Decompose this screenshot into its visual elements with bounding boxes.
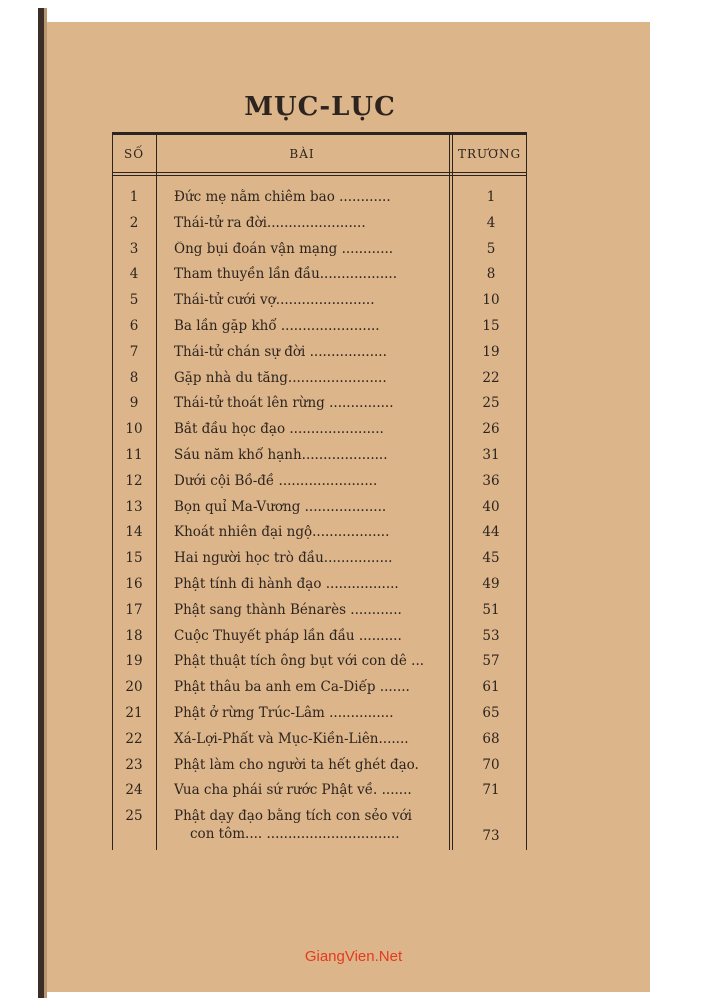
row-title: Bắt đầu học đạo ...................... <box>174 421 384 438</box>
row-page: 5 <box>486 240 496 257</box>
toc-table <box>112 132 527 850</box>
row-number: 10 <box>125 421 143 438</box>
table-row <box>112 370 527 394</box>
header-page: TRƯƠNG <box>457 147 522 161</box>
row-title: Gặp nhà du tăng....................... <box>174 369 387 386</box>
row-title: Thái-tử cưới vợ....................... <box>174 292 375 309</box>
table-row <box>112 292 527 316</box>
table-row <box>112 189 527 213</box>
row-number: 23 <box>125 756 143 773</box>
header-rule-2 <box>112 175 527 176</box>
row-number: 24 <box>125 782 143 799</box>
row-page: 53 <box>482 627 500 644</box>
table-row <box>112 344 527 368</box>
row-title: Tham thuyền lần đầu.................. <box>174 266 398 283</box>
row-title: Thái-tử ra đời....................... <box>174 214 366 231</box>
row-page: 65 <box>482 705 500 721</box>
row-page: 15 <box>482 318 500 334</box>
table-row <box>112 782 527 806</box>
row-title-continued: con tôm.... ............................... <box>190 826 400 843</box>
row-page: 44 <box>482 524 500 541</box>
row-page: 10 <box>482 292 500 309</box>
row-title: Ông bụi đoán vận mạng ............ <box>174 240 394 257</box>
row-number: 21 <box>125 705 143 721</box>
row-number: 3 <box>129 240 139 257</box>
table-row <box>112 421 527 445</box>
row-number: 11 <box>125 447 143 463</box>
row-page: 51 <box>482 601 500 618</box>
row-title: Phật thuật tích ông bụt với con dê ... <box>174 653 425 670</box>
table-row <box>112 602 527 626</box>
row-title: Dưới cội Bồ-đề ....................... <box>174 472 378 489</box>
row-title: Hai người học trò đầu................ <box>174 550 393 567</box>
row-page: 4 <box>486 214 496 231</box>
table-row <box>112 550 527 574</box>
row-page: 1 <box>486 189 496 205</box>
table-row <box>112 705 527 729</box>
row-page: 22 <box>482 369 500 386</box>
book-spine-edge <box>44 8 47 998</box>
row-page: 49 <box>482 576 500 592</box>
row-title: Vua cha phái sứ rước Phật về. ....... <box>174 782 412 799</box>
table-row <box>112 395 527 419</box>
header-rule <box>112 172 527 173</box>
row-title: Phật thâu ba anh em Ca-Diếp ....... <box>174 679 410 696</box>
table-row <box>112 576 527 600</box>
row-number: 25 <box>125 808 143 825</box>
row-title: Ba lần gặp khổ ....................... <box>174 318 380 334</box>
page-title: MỤC-LỤC <box>244 92 396 122</box>
row-title: Xá-Lợi-Phất và Mục-Kiền-Liên....... <box>174 730 409 747</box>
table-row <box>112 628 527 652</box>
row-number: 15 <box>125 550 143 567</box>
row-number: 5 <box>129 292 139 309</box>
row-page: 70 <box>482 756 500 773</box>
row-page: 71 <box>482 782 500 799</box>
row-number: 8 <box>129 369 139 386</box>
table-row <box>112 757 527 781</box>
table-row <box>112 499 527 523</box>
table-row <box>112 524 527 548</box>
table-row <box>112 473 527 497</box>
row-number: 17 <box>125 601 143 618</box>
row-page: 61 <box>482 679 500 696</box>
header-number: SỐ <box>123 147 145 161</box>
row-number: 16 <box>125 576 143 592</box>
row-page: 68 <box>482 730 500 747</box>
row-number: 20 <box>125 679 143 696</box>
row-title: Phật tính đi hành đạo ................. <box>174 576 399 592</box>
table-row <box>112 447 527 471</box>
row-title: Phật ở rừng Trúc-Lâm ............... <box>174 705 394 721</box>
row-page: 8 <box>486 266 496 283</box>
row-number: 9 <box>129 395 139 412</box>
row-title: Khoát nhiên đại ngộ.................. <box>174 524 390 541</box>
row-number: 14 <box>125 524 143 541</box>
row-title: Cuộc Thuyết pháp lần đầu .......... <box>174 627 402 644</box>
row-title: Phật dạy đạo bằng tích con sẻo với <box>174 808 412 825</box>
row-number: 2 <box>129 214 139 231</box>
table-row <box>112 266 527 290</box>
row-number: 19 <box>125 653 143 670</box>
table-row <box>112 215 527 239</box>
row-page: 40 <box>482 498 500 515</box>
row-page: 45 <box>482 550 500 567</box>
row-page: 73 <box>482 828 500 845</box>
row-title: Bọn quỉ Ma-Vương ................... <box>174 498 387 515</box>
row-title: Thái-tử chán sự đời .................. <box>174 343 387 360</box>
row-number: 1 <box>129 189 139 205</box>
row-title: Phật sang thành Bénarès ............ <box>174 601 402 618</box>
row-number: 7 <box>129 343 139 360</box>
header-lesson: BÀI <box>289 147 315 161</box>
row-page: 19 <box>482 343 500 360</box>
table-row <box>112 731 527 755</box>
row-number: 13 <box>125 498 143 515</box>
row-title: Đức mẹ nằm chiêm bao ............ <box>174 189 391 205</box>
table-row <box>112 318 527 342</box>
row-number: 6 <box>129 318 139 334</box>
row-number: 12 <box>125 472 143 489</box>
table-row <box>112 679 527 703</box>
row-number: 22 <box>125 730 143 747</box>
row-number: 18 <box>125 627 143 644</box>
table-top-border <box>112 132 527 135</box>
table-row <box>112 241 527 265</box>
watermark: GiangVien.Net <box>304 948 403 965</box>
row-page: 26 <box>482 421 500 438</box>
table-row <box>112 808 527 845</box>
row-number: 4 <box>129 266 139 283</box>
row-page: 36 <box>482 472 500 489</box>
row-title: Thái-tử thoát lên rừng ............... <box>174 395 394 412</box>
row-page: 25 <box>482 395 500 412</box>
row-title: Sáu năm khổ hạnh.................... <box>174 447 388 463</box>
table-row <box>112 653 527 677</box>
row-title: Phật làm cho người ta hết ghét đạo. <box>174 756 419 773</box>
row-page: 57 <box>482 653 500 670</box>
row-page: 31 <box>482 447 500 463</box>
